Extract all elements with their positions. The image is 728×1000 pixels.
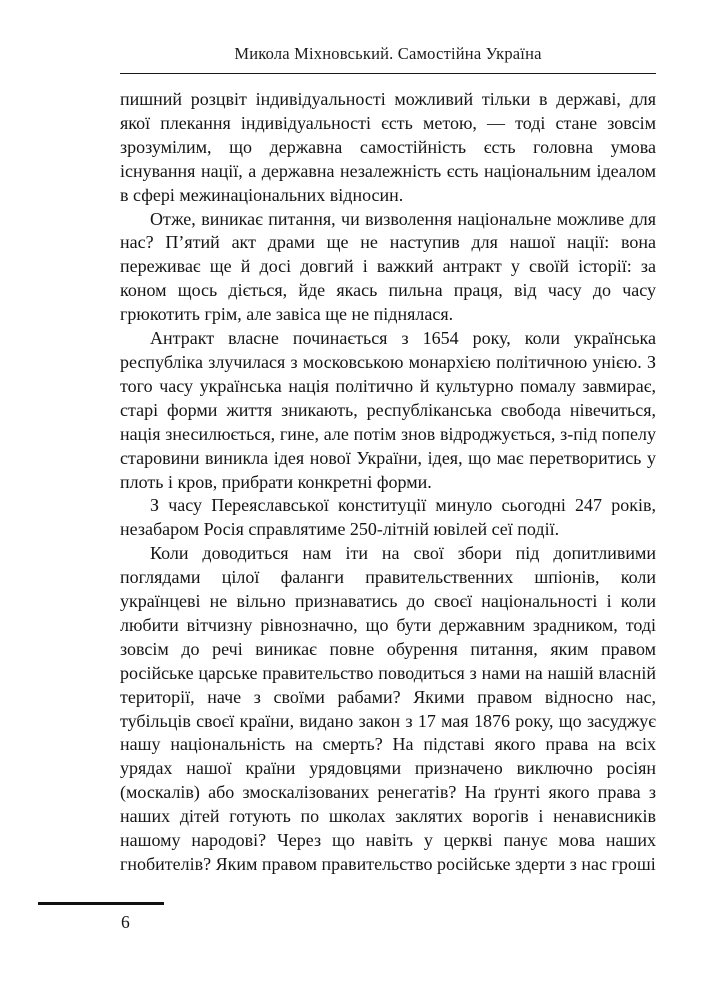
- body-text: [120, 88, 656, 877]
- paragraph: пишний розцвіт індивідуальності можливий тільки в державі, для якої плекання індивідуальності єсть метою, — тоді стане зовсім зрозумілим, що державна самостійність єсть головна умова існування нації, а державна незалежність єсть національним ідеалом в сфері межинаціональних відносин.: [120, 89, 656, 205]
- paragraph: Антракт власне починається з 1654 року, коли українська республіка злучилася з московською монархією політичною унією. З того часу українська нація політично й культурно помалу завмирає, старі форми життя зникають, республіканська свобода нівечиться, нація знесилюється, гине, але потім знов відроджується, з-під попелу старовини виникла ідея нової України, ідея, що має перетворитись у плоть і кров, прибрати конкретні форми.: [120, 328, 656, 492]
- footer-rule: [38, 902, 164, 905]
- running-header: Микола Міхновський. Самостійна Україна: [120, 44, 656, 74]
- paragraph: Отже, виникає питання, чи визволення національне можливе для нас? П’ятий акт драми ще не наступив для нашої нації: вона переживає ще й досі довгий і важкий антракт у своїй історії: за коном щось діється, йде якась пильна праця, від часу до часу грюкотить грім, але завіса ще не піднялася.: [120, 208, 656, 325]
- text-column: [120, 44, 656, 877]
- paragraph: Коли доводиться нам іти на свої збори під допитливими поглядами цілої фаланги правительственних шпіонів, коли українцеві не вільно признаватись до своєї національності і коли любити вітчизну рівнозначно, що бути державним зрадником, тоді зовсім до речі виникає повне обурення питання, яким правом російське царське правительство поводиться з нами на нашій власній території, наче з своїми рабами? Якими правом відносно нас, тубільців своєї країни, видано закон з 17 мая 1876 року, що засуджує нашу національність на смерть? На підставі якого права на всіх урядах нашої країни урядовцями призначено виключно росіян (москалів) або змоскалізованих ренегатів? На ґрунті якого права з наших дітей готують по школах заклятих ворогів і ненависників нашому народові? Через що навіть у церкві панує мова наших гнобителів? Яким правом правительство російське здерти з нас гроші: [120, 543, 656, 874]
- page-number: 6: [121, 912, 130, 932]
- paragraph: З часу Переяславської конституції минуло сьогодні 247 років, незабаром Росія справлятиме 250-літній ювілей сеї події.: [120, 495, 656, 540]
